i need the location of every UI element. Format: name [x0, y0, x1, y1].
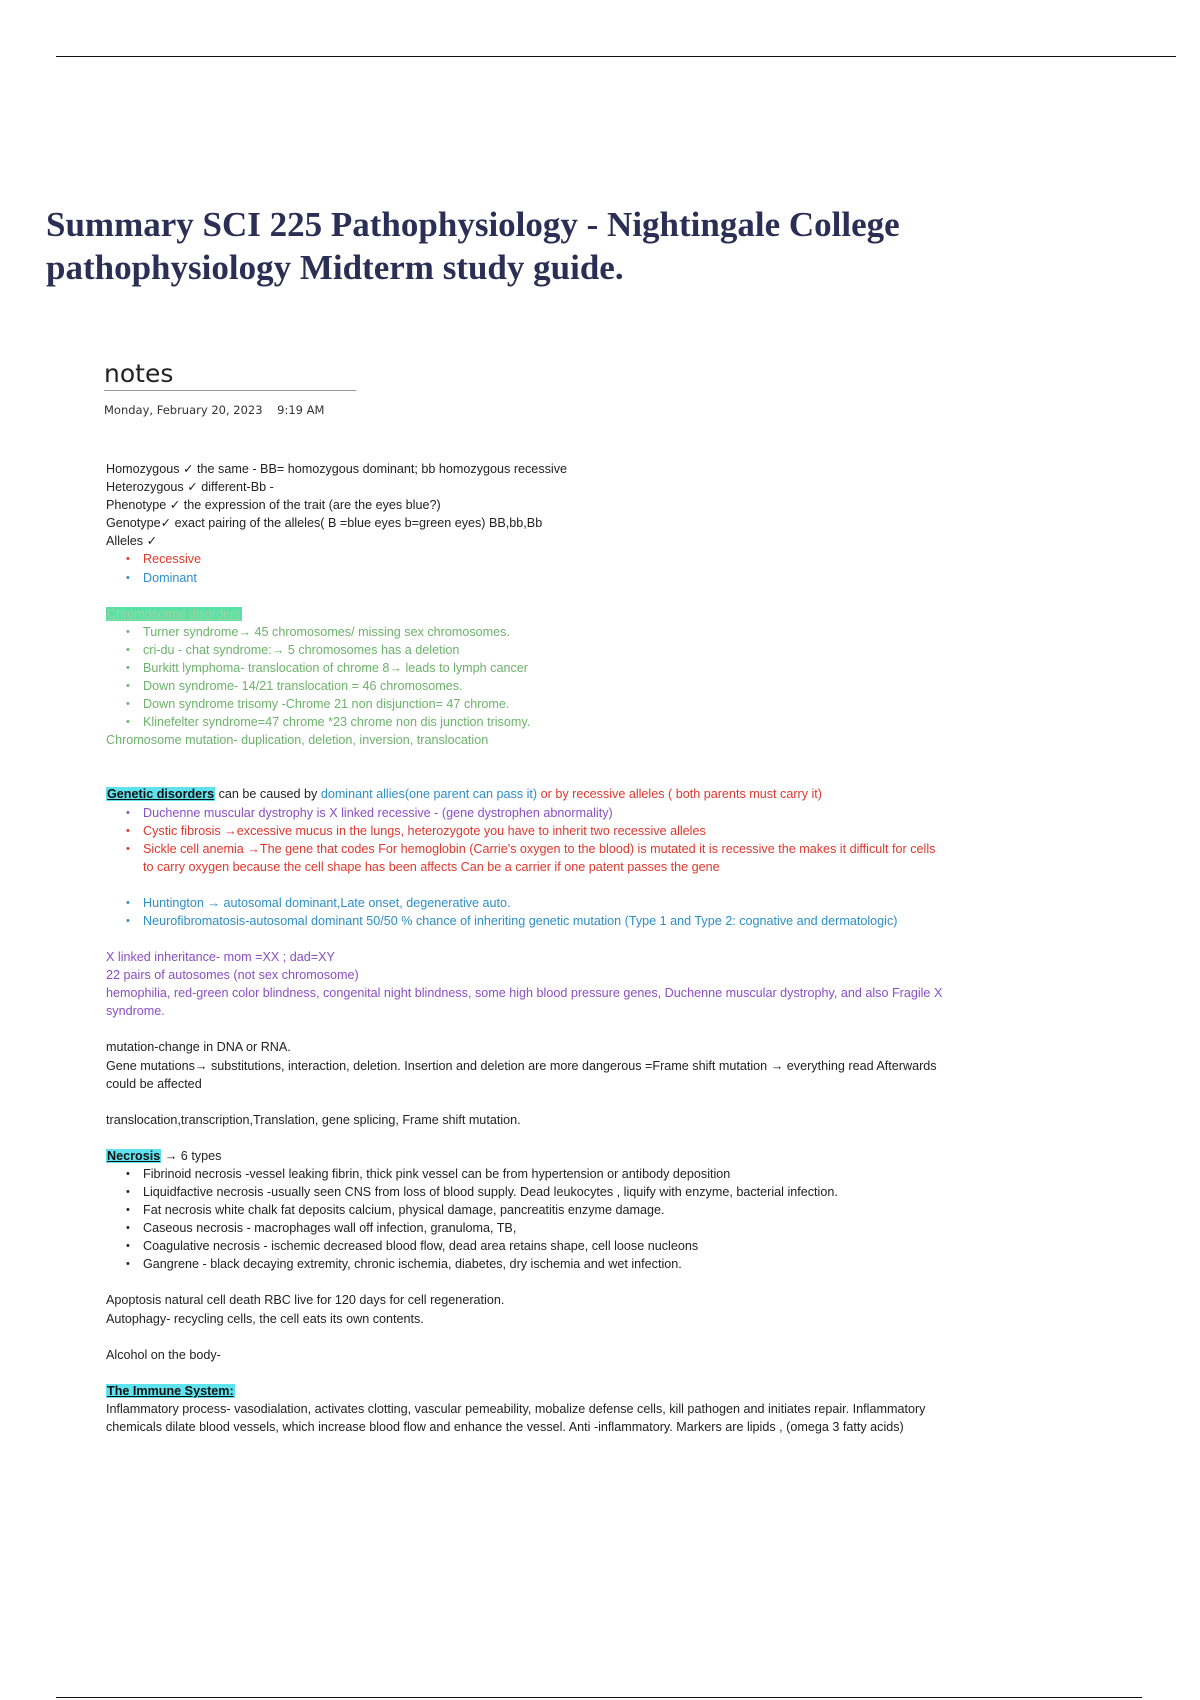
notes-time: 9:19 AM: [277, 403, 325, 417]
list-item: • Dominant: [143, 569, 946, 587]
x-linked-examples: hemophilia, red-green color blindness, congenital night blindness, some high blood pressure genes, Duchenne muscular dystrophy, and also Fragile X syndrome.: [106, 986, 943, 1019]
list-item: • Fat necrosis white chalk fat deposits calcium, physical damage, pancreatitis enzyme damage.: [143, 1201, 946, 1219]
list-item: • Sickle cell anemia →The gene that codes For hemoglobin (Carrie's oxygen to the blood) is mutated it is recessive the makes it difficult for cells to carry oxygen because the cell shape has been affects Can be a carrier if one patent passes the gene: [143, 840, 946, 876]
mutation-definition: mutation-change in DNA or RNA.: [106, 1040, 291, 1055]
document-title-line-1: Summary SCI 225 Pathophysiology - Nightingale College: [46, 205, 900, 244]
list-item: • Duchenne muscular dystrophy is X linked recessive - (gene dystrophen abnormality): [143, 804, 946, 822]
inflammatory-paragraph: Inflammatory process- vasodialation, activates clotting, vascular pemeability, mobalize defense cells, kill pathogen and initiates repair. Inflammatory chemicals dilate blood vessels, which increase blood flow and enhance the vessel. Anti -inflammatory. Markers are lipids , (omega 3 fatty acids): [106, 1401, 926, 1434]
list-item: • Liquidfactive necrosis -usually seen CNS from loss of blood supply. Dead leukocytes , liquify with enzyme, bacterial infection.: [143, 1183, 946, 1201]
document-title: [46, 203, 1146, 289]
homozygous-line: Homozygous ✓ the same - BB= homozygous dominant; bb homozygous recessive: [106, 462, 568, 476]
translocation-line: translocation,transcription,Translation, gene splicing, Frame shift mutation.: [106, 1112, 521, 1127]
immune-system-heading: The Immune System:: [107, 1383, 234, 1398]
chromosomal-section: [106, 605, 946, 750]
document-title-line-2: pathophysiology Midterm study guide.: [46, 248, 624, 287]
heterozygous-line: Heterozygous ✓ different-Bb -: [106, 480, 274, 495]
recessive-alleles-text: or by recessive alleles ( both parents must carry it): [537, 787, 823, 802]
cell-death-section: [106, 1291, 946, 1363]
list-item: • Neurofibromatosis-autosomal dominant 50/50 % chance of inheriting genetic mutation (Type 1 and Type 2: cognative and dermatologic): [143, 912, 946, 930]
necrosis-types: → 6 types: [161, 1148, 222, 1163]
necrosis-heading: Necrosis: [107, 1148, 161, 1163]
list-item: • Burkitt lymphoma- translocation of chrome 8→ leads to lymph cancer: [143, 659, 946, 677]
list-item: • Huntington → autosomal dominant,Late onset, degenerative auto.: [143, 894, 946, 912]
header-rule: [56, 56, 1176, 57]
genotype-line: Genotype✓ exact pairing of the alleles( B =blue eyes b=green eyes) BB,bb,Bb: [106, 516, 543, 531]
list-item: • Caseous necrosis - macrophages wall off infection, granuloma, TB,: [143, 1219, 946, 1237]
chromosomal-list: [106, 623, 946, 732]
immune-section: [106, 1382, 946, 1436]
list-item: • Cystic fibrosis →excessive mucus in the lungs, heterozygote you have to inherit two recessive alleles: [143, 822, 946, 840]
list-item: • Klinefelter syndrome=47 chrome *23 chrome non dis junction trisomy.: [143, 713, 946, 731]
apoptosis-line: Apoptosis natural cell death RBC live for 120 days for cell regeneration.: [106, 1293, 505, 1308]
list-item: • cri-du - chat syndrome:→ 5 chromosomes has a deletion: [143, 641, 946, 659]
necrosis-section: [106, 1147, 946, 1274]
list-item: • Gangrene - black decaying extremity, chronic ischemia, diabetes, dry ischemia and wet infection.: [143, 1255, 946, 1273]
genetic-disorders-intro: can be caused by: [215, 787, 321, 802]
list-item: • Down syndrome- 14/21 translocation = 46 chromosomes.: [143, 677, 946, 695]
autophagy-line: Autophagy- recycling cells, the cell eats its own contents.: [106, 1311, 424, 1326]
alleles-line: Alleles ✓: [106, 534, 158, 549]
phenotype-line: Phenotype ✓ the expression of the trait (are the eyes blue?): [106, 498, 441, 513]
list-item: • Fibrinoid necrosis -vessel leaking fibrin, thick pink vessel can be from hypertension or antibody deposition: [143, 1165, 946, 1183]
list-item: • Turner syndrome→ 45 chromosomes/ missing sex chromosomes.: [143, 623, 946, 641]
dominant-disorders-list: [106, 894, 946, 930]
gene-mutations-line: Gene mutations→ substitutions, interaction, deletion. Insertion and deletion are more dangerous =Frame shift mutation → everything read Afterwards could be affected: [106, 1058, 937, 1091]
alcohol-line: Alcohol on the body-: [106, 1347, 221, 1362]
genetic-disorders-heading: Genetic disorders: [107, 787, 215, 802]
chromosome-mutation-line: Chromosome mutation- duplication, deletion, inversion, translocation: [106, 733, 489, 748]
x-linked-section: [106, 948, 946, 1020]
genetics-section: [106, 460, 946, 587]
x-linked-line: X linked inheritance- mom =XX ; dad=XY: [106, 950, 335, 965]
recessive-disorders-list: [106, 804, 946, 876]
alleles-list: [106, 550, 946, 586]
notes-date: Monday, February 20, 2023: [104, 403, 263, 417]
notes-body: [106, 460, 946, 1436]
necrosis-list: [106, 1165, 946, 1274]
footer-rule: [56, 1697, 1142, 1698]
dominant-alleles-text: dominant allies(one parent can pass it): [320, 787, 538, 802]
notes-timestamp: [104, 403, 324, 417]
autosomes-line: 22 pairs of autosomes (not sex chromosome): [106, 968, 359, 983]
notes-heading: notes: [104, 359, 356, 391]
chromosomal-heading: Chromosomal disorders: [107, 606, 241, 621]
mutation-section: [106, 1038, 946, 1128]
list-item: • Down syndrome trisomy -Chrome 21 non disjunction= 47 chrome.: [143, 695, 946, 713]
list-item: • Coagulative necrosis - ischemic decreased blood flow, dead area retains shape, cell loose nucleons: [143, 1237, 946, 1255]
genetic-disorders-section: [106, 785, 946, 930]
list-item: • Recessive: [143, 550, 946, 568]
